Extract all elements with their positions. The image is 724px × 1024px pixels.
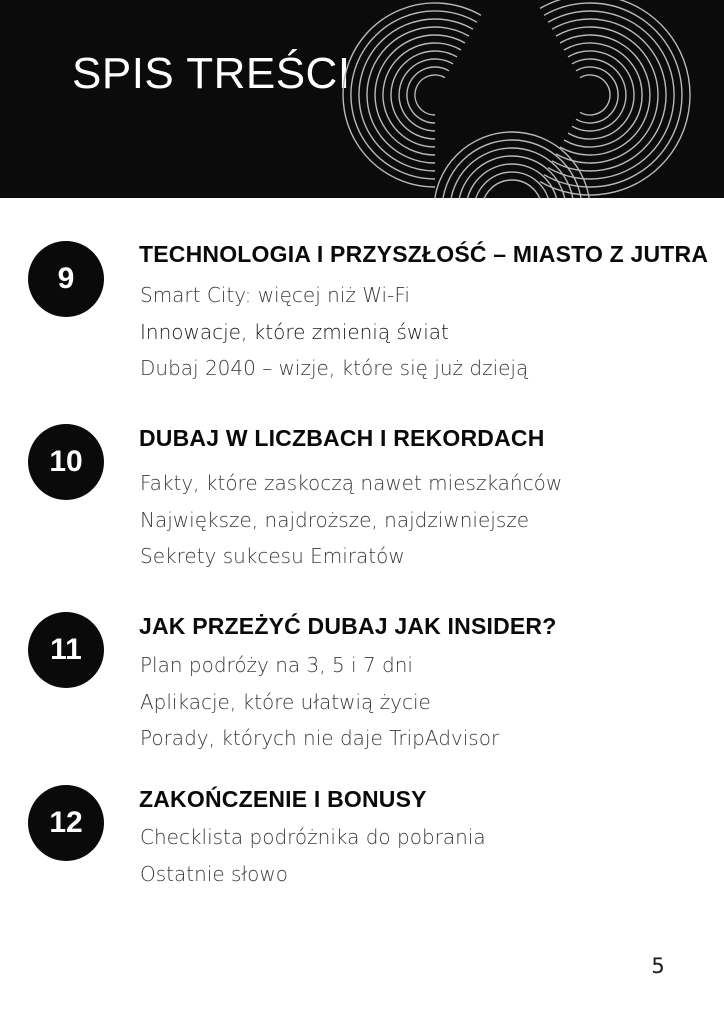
toc-item: Ostatnie słowo — [140, 861, 288, 886]
chapter-heading: TECHNOLOGIA I PRZYSZŁOŚĆ – MIASTO Z JUTRA — [139, 241, 709, 267]
chapter-items — [140, 277, 528, 387]
chapter-number-badge: 12 — [28, 785, 104, 861]
toc-item: Smart City: więcej niż Wi-Fi — [140, 283, 410, 307]
toc-item: Porady, których nie daje TripAdvisor — [140, 726, 500, 750]
toc-item: Checklista podróżnika do pobrania — [140, 825, 486, 849]
header-banner — [0, 0, 724, 198]
chapter-heading: JAK PRZEŻYĆ DUBAJ JAK INSIDER? — [139, 613, 557, 639]
chapter-items — [140, 465, 562, 575]
chapter-heading: DUBAJ W LICZBACH I REKORDACH — [139, 425, 545, 451]
chapter-items — [140, 647, 499, 757]
toc-item: Innowacje, które zmienią świat — [140, 319, 449, 344]
toc-item: Plan podróży na 3, 5 i 7 dni — [140, 653, 413, 677]
chapter-heading: ZAKOŃCZENIE I BONUSY — [139, 786, 427, 812]
toc-item: Dubaj 2040 – wizje, które się już dzieją — [140, 356, 529, 380]
toc-item: Największe, najdroższe, najdziwniejsze — [140, 507, 530, 532]
toc-item: Aplikacje, które ułatwią życie — [140, 689, 431, 714]
toc-item: Sekrety sukcesu Emiratów — [140, 544, 405, 568]
chapter-items — [140, 819, 486, 892]
page-number: 5 — [651, 954, 665, 978]
chapter-number-badge: 11 — [28, 612, 104, 688]
chapter-number-badge: 9 — [28, 241, 104, 317]
toc-item: Fakty, które zaskoczą nawet mieszkańców — [140, 471, 563, 495]
chapter-number-badge: 10 — [28, 424, 104, 500]
page-title: SPIS TREŚCI — [72, 49, 351, 98]
concentric-arcs-decoration — [340, 0, 724, 198]
